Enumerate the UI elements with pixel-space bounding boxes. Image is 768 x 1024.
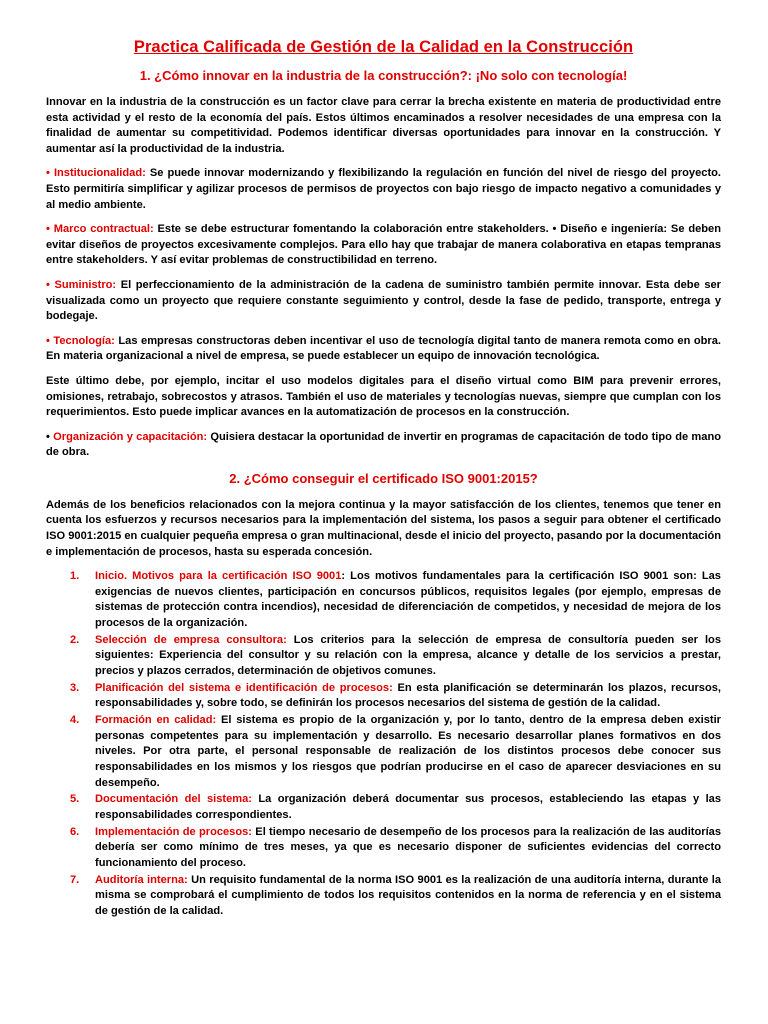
list-item	[70, 792, 721, 823]
innovation-item-tecnologia	[46, 334, 721, 365]
item-text: Este se debe estructurar fomentando la colaboración entre stakeholders. • Diseño e ingeniería: Se deben evitar diseños de proyectos excesivamente complejos. Para ello hay que trabajar de manera colaborativa en etapas tempranas entre stakeholders. Y así evitar problemas de constructibilidad en terreno.	[46, 223, 721, 267]
step-text: Los criterios para la selección de empresa de consultoría pueden ser los siguientes: Experiencia del consultor y su relación con la empresa, alcance y detalle de los servicios a prestar, precios y plazos cerrados, determinación de objetivos comunes.	[95, 633, 722, 677]
section-1-intro: Innovar en la industria de la construcción es un factor clave para cerrar la brecha existente en materia de productividad entre esta actividad y el resto de la economía del país. Estos últimos encaminados a resolver necesidades de una empresa con la finalidad de aumentar su competitividad. Podemos identificar diversas oportunidades para innovar en la construcción. Y aumentar así la productividad de la industria.	[46, 96, 721, 155]
step-number: 1.	[70, 570, 80, 583]
item-label: Suministro:	[54, 278, 117, 291]
step-text: Un requisito fundamental de la norma ISO 9001 es la realización de una auditoría interna, durante la misma se comprobará el cumplimiento de todos los requisitos contenidos en la norma de referencia y en el sistema de gestión de la calidad.	[95, 873, 722, 917]
list-item	[70, 569, 721, 631]
step-text: El sistema es propio de la organización y, por lo tanto, dentro de la empresa deben existir personas competentes para su implementación y desarrollo. Es necesario desarrollar planes formativos en dos niveles. Por otra parte, el personal responsable de realización de los distintos procesos debe conocer sus responsabilidades en los mismos y los riesgos que podrían producirse en el caso de aparecer desviaciones en su desempeño.	[95, 714, 721, 789]
step-number: 7.	[70, 873, 80, 886]
section-2-heading: 2. ¿Cómo conseguir el certificado ISO 9001:2015?	[229, 470, 538, 486]
list-item	[70, 633, 722, 680]
list-item	[70, 681, 721, 712]
section-1-heading: 1. ¿Cómo innovar en la industria de la construcción?: ¡No solo con tecnología!	[139, 68, 628, 83]
item-text: Quisiera destacar la oportunidad de invertir en programas de capacitación de todo tipo de mano de obra.	[46, 430, 721, 459]
step-label: Formación en calidad:	[95, 714, 217, 727]
bullet-marker: •	[46, 223, 50, 236]
list-item	[70, 713, 721, 791]
step-label: Inicio. Motivos para la certificación ISO 9001	[95, 570, 342, 583]
step-label: Implementación de procesos:	[95, 825, 252, 838]
step-number: 3.	[70, 681, 80, 694]
innovation-item-institucionalidad	[46, 166, 721, 213]
step-text: En esta planificación se determinarán los plazos, recursos, responsabilidades y, sobre todo, se definirán los procesos necesarios del sistema de gestión de la calidad.	[95, 681, 721, 710]
item-label: Marco contractual:	[53, 223, 154, 236]
bullet-marker: •	[46, 167, 50, 180]
step-number: 5.	[70, 793, 80, 806]
certification-steps-list	[46, 569, 721, 919]
innovation-item-suministro	[46, 278, 721, 325]
step-label: Documentación del sistema:	[95, 793, 252, 806]
step-text: La organización deberá documentar sus procesos, estableciendo las etapas y las responsabilidades correspondientes.	[95, 793, 721, 821]
section-1-extra: Este último debe, por ejemplo, incitar el uso modelos digitales para el diseño virtual como BIM para prevenir errores, omisiones, retrabajo, sobrecostos y atrasos. También el uso de materiales y tecnologías nuevas, siempre que cumplan con los requerimientos. Esto puede implicar avances en la automatización de procesos en la construcción.	[46, 374, 721, 419]
item-label: Tecnología:	[53, 334, 115, 347]
step-number: 2.	[70, 633, 80, 646]
document-title: Practica Calificada de Gestión de la Calidad en la Construcción	[133, 38, 634, 56]
step-label: Auditoría interna:	[95, 873, 188, 886]
bullet-marker: •	[46, 334, 50, 347]
step-label: Planificación del sistema e identificación de procesos:	[95, 681, 393, 694]
step-text: El tiempo necesario de desempeño de los procesos para la realización de las auditorías debería ser como mínimo de tres meses, ya que es necesario disponer de suficientes evidencias del correcto funcionamiento del proceso.	[95, 825, 721, 869]
step-text: : Los motivos fundamentales para la certificación ISO 9001 son: Las exigencias de nuevos clientes, participación en concursos públicos, requisitos legales (por ejemplo, empresas de sistemas de protección contra incendios), necesidad de diferenciación de competidos, y necesidad de mejora de los procesos de la organización.	[95, 570, 721, 630]
list-item	[70, 873, 722, 920]
document-page	[46, 38, 721, 921]
item-text: El perfeccionamiento de la administración de la cadena de suministro también permite innovar. Esta debe ser visualizada como un proyecto que requiere constante seguimiento y control, desde la fase de pedido, transporte, entrega y bodegaje.	[46, 278, 721, 323]
item-text: Se puede innovar modernizando y flexibilizando la regulación en función del nivel de riesgo del proyecto. Esto permitiría simplificar y agilizar procesos de permisos de proyectos con bajo riesgo de impacto negativo a comunidades y al medio ambiente.	[46, 167, 721, 211]
list-item	[70, 825, 721, 872]
innovation-item-organizacion	[46, 430, 721, 461]
section-2-intro: Además de los beneficios relacionados con la mejora continua y la mayor satisfacción de los clientes, tenemos que tener en cuenta los esfuerzos y recursos necesarios para la implementación del sistema, los pasos a seguir para obtener el certificado ISO 9001:2015 en cualquier pequeña empresa o gran multinacional, desde el inicio del proyecto, pasando por la documentación e implementación de procesos, hasta su esperada concesión.	[46, 498, 721, 558]
step-label: Selección de empresa consultora:	[95, 633, 287, 646]
item-label: Organización y capacitación:	[53, 430, 208, 443]
step-number: 4.	[70, 714, 80, 727]
step-number: 6.	[70, 825, 80, 838]
bullet-marker: •	[46, 278, 50, 291]
item-text: Las empresas constructoras deben incentivar el uso de tecnología digital tanto de manera remota como en obra. En materia organizacional a nivel de empresa, se puede establecer un equipo de innovación tecnológica.	[46, 334, 721, 363]
innovation-item-marco-contractual	[46, 222, 721, 269]
bullet-marker: •	[46, 430, 50, 443]
item-label: Institucionalidad:	[53, 167, 146, 180]
